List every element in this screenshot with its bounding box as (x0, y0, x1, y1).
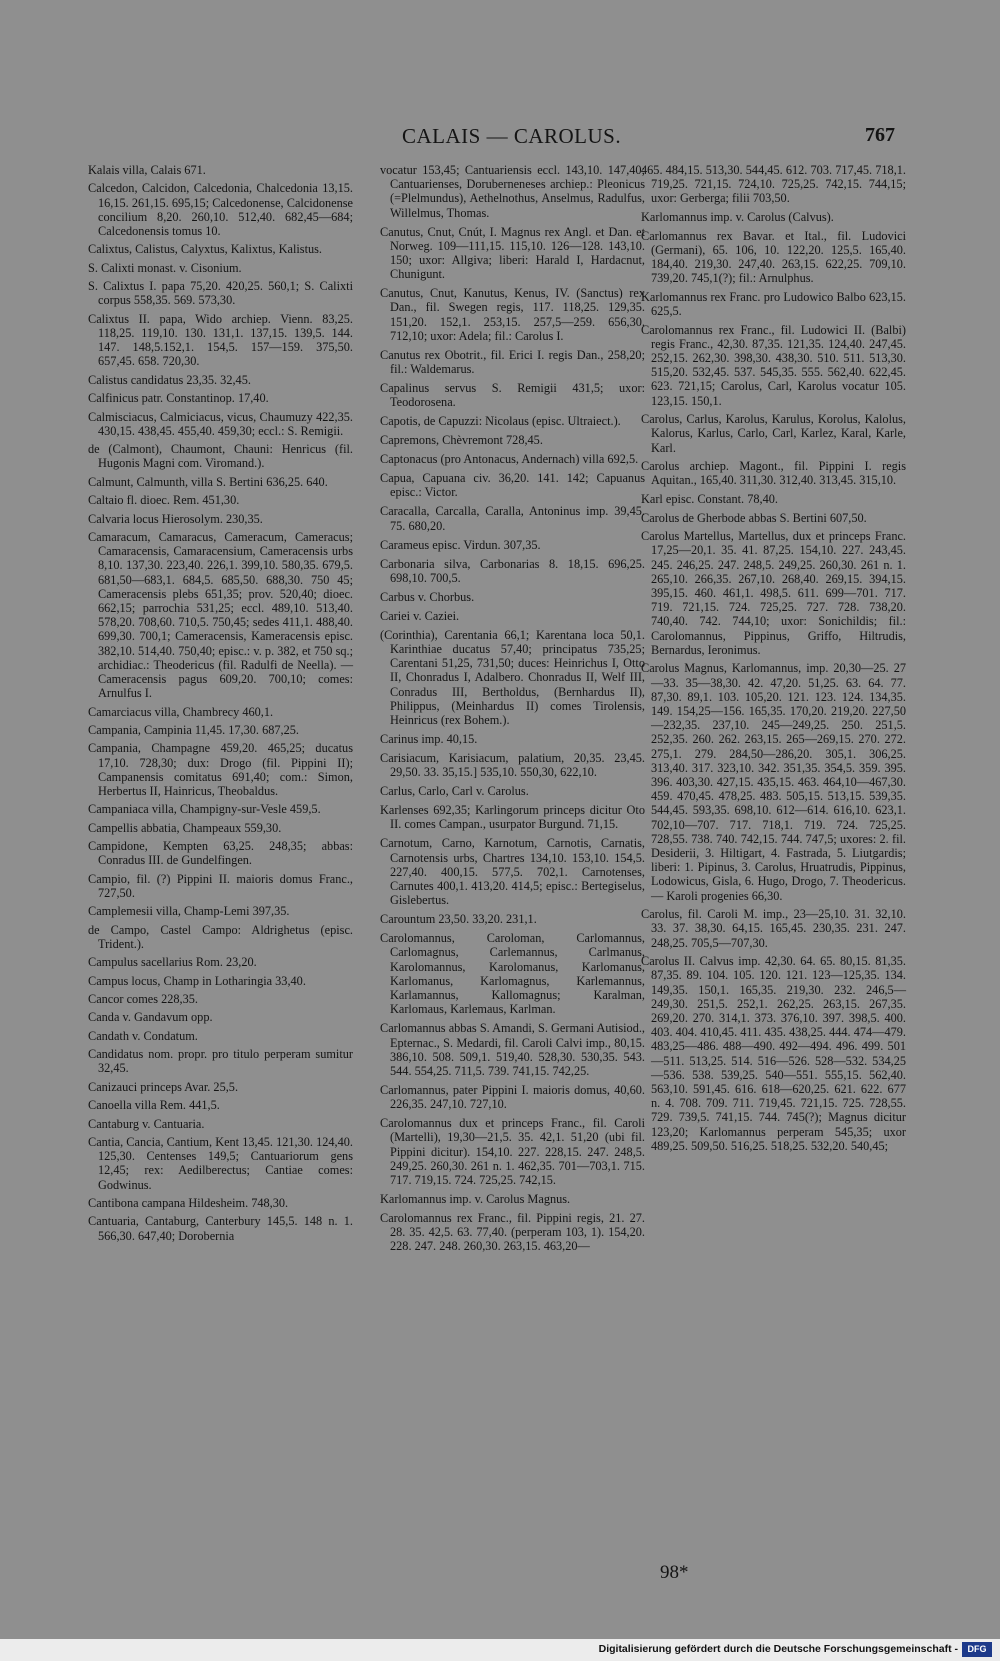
index-entry: Cantaburg v. Cantuaria. (88, 1116, 205, 1131)
index-entry: Calixtus, Calistus, Calyxtus, Kalixtus, Kalistus. (88, 242, 322, 257)
index-entry: Campellis abbatia, Champeaux 559,30. (88, 820, 282, 835)
page-number: 767 (865, 124, 895, 146)
index-entry: vocatur 153,45; Cantuariensis eccl. 143,10. 147,40; Cantuarienses, Doruberneneses archiep.: Pleonicus (=Plelmundus), Aethelnothus, Anselmus, Radulfus, Willelmus, Thomas. (380, 163, 645, 220)
index-column-2 (380, 163, 645, 1258)
index-entry: Canutus rex Obotrit., fil. Erici I. regis Dan., 258,20; fil.: Waldemarus. (380, 347, 645, 377)
index-entry: S. Calixtus I. papa 75,20. 420,25. 560,1; S. Calixti corpus 558,35. 569. 573,30. (88, 279, 353, 308)
index-entry: Carolomannus dux et princeps Franc., fil. Caroli (Martelli), 19,30—21,5. 35. 42,1. 51,20 (ubi fil. Pippini dicitur). 154,10. 227. 228,15. 247. 248,5. 249,25. 260,30. 261 n. 1. 462,35. 701—703,1. 715. 717. 719,15. 724. 725,25. 742,15. (380, 1116, 645, 1187)
index-entry: Canutus, Cnut, Kanutus, Kenus, IV. (Sanctus) rex Dan., fil. Swegen regis, 117. 118,25. 129,35. 151,20. 152,1. 253,15. 257,5—259. 656,30. 712,10; uxor: Adela; fil.: Carolus I. (380, 286, 645, 343)
index-entry: Campania, Champagne 459,20. 465,25; ducatus 17,10. 728,30; dux: Drogo (fil. Pippini II); Campanensis comitatus 691,40; com.: Simon, Herbertus II, Hainricus, Theobaldus. (88, 741, 353, 798)
footer-bar (0, 1639, 1000, 1661)
index-entry: Carolus Martellus, Martellus, dux et princeps Franc. 17,25—20,1. 35. 41. 87,25. 154,10. 227. 243,45. 245. 246,25. 247. 248,5. 249,25. 260,30. 261 n. 1. 265,10. 266,35. 267,10. 268,40. 269,15. 394,15. 395,15. 460. 461,1. 498,5. 611. 699—701. 717. 719. 721,15. 724. 725,25. 727. 728. 738,20. 740,40. 742. 744,10; uxor: Sonichildis; fil.: Carolomannus, Pippinus, Griffo, Hiltrudis, Bernardus, Ieronimus. (641, 529, 906, 657)
index-entry: (Corinthia), Carentania 66,1; Karentana loca 50,1. Karinthiae ducatus 57,40; principatus 735,25; Carentani 51,25, 731,50; duces: Heinrichus I, Otto II, Chonradus I, Adalbero. Chonradus II, Welf III, Conradus III, Bertholdus, (Bernhardus II), Philippus, (Meinhardus II) comes Tirolensis, Heinricus (rex Bohem.). (380, 627, 645, 728)
index-entry: Camarciacus villa, Chambrecy 460,1. (88, 704, 274, 719)
index-entry: Canizauci princeps Avar. 25,5. (88, 1079, 239, 1094)
index-entry: S. Calixti monast. v. Cisonium. (88, 260, 242, 275)
index-entry: Candidatus nom. propr. pro titulo perperam sumitur 32,45. (88, 1047, 353, 1076)
index-entry: Capremons, Chèvremont 728,45. (380, 433, 543, 448)
index-entry: Carolus, Carlus, Karolus, Karulus, Korolus, Kalolus, Kalorus, Karlus, Carlo, Carl, Karlez, Karal, Karle, Karl. (641, 412, 906, 455)
index-entry: Calmisciacus, Calmiciacus, vicus, Chaumuzy 422,35. 430,15. 438,45. 455,40. 459,30; eccl.: S. Remigii. (88, 409, 353, 438)
index-entry: Carolus de Gherbode abbas S. Bertini 607,50. (641, 510, 867, 525)
index-entry: Carinus imp. 40,15. (380, 732, 478, 747)
index-entry: de (Calmont), Chaumont, Chauni: Henricus (fil. Hugonis Magni com. Viromand.). (88, 442, 353, 471)
index-entry: Candath v. Condatum. (88, 1028, 198, 1043)
index-entry: Calmunt, Calmunth, villa S. Bertini 636,25. 640. (88, 474, 328, 489)
index-entry: Campulus sacellarius Rom. 23,20. (88, 955, 257, 970)
index-entry: Calvaria locus Hierosolym. 230,35. (88, 511, 263, 526)
index-entry: Karlomannus imp. v. Carolus Magnus. (380, 1191, 571, 1206)
index-entry: Capua, Capuana civ. 36,20. 141. 142; Capuanus episc.: Victor. (380, 471, 645, 500)
index-entry: Carnotum, Carno, Karnotum, Carnotis, Carnatis, Carnotensis urbs, Chartres 134,10. 153,10. 154,5. 227,40. 400,15. 577,5. 702,1. Carnotenses, Carnutes 400,1. 413,20. 414,5; episc.: Bertegiselus, Gislebertus. (380, 836, 645, 908)
index-entry: Carameus episc. Virdun. 307,35. (380, 537, 541, 552)
footer-credit: Digitalisierung gefördert durch die Deutsche Forschungsgemeinschaft - (598, 1643, 958, 1655)
index-entry: Carolomannus, Caroloman, Carlomannus, Carlomagnus, Carlemannus, Carlmanus, Karolomannus, Karolomanus, Karlomanus, Karlomanus, Karlomagnus, Karlemannus, Karlamannus, Kallomagnus; Karalman, Karlomaus, Karlemaus, Karlman. (380, 931, 645, 1017)
index-entry: Calixtus II. papa, Wido archiep. Vienn. 83,25. 118,25. 119,10. 130. 131,1. 137,15. 139,5. 144. 147. 148,5.152,1. 154,5. 157—159. 375,50. 657,45. 658. 720,30. (88, 311, 353, 369)
index-entry: Caltaio fl. dioec. Rem. 451,30. (88, 493, 240, 508)
index-entry: Cantuaria, Cantaburg, Canterbury 145,5. 148 n. 1. 566,30. 647,40; Dorobernia (88, 1214, 353, 1243)
index-entry: Carbonaria silva, Carbonarias 8. 18,15. 696,25. 698,10. 700,5. (380, 556, 645, 585)
index-entry: Canoella villa Rem. 441,5. (88, 1098, 220, 1113)
index-entry: Camplemesii villa, Champ-Lemi 397,35. (88, 904, 290, 919)
index-entry: Carolus Magnus, Karlomannus, imp. 20,30—25. 27—33. 35—38,30. 42. 47,20. 51,25. 63. 64. 77. 87,30. 89,1. 103. 105,20. 121. 123. 124. 134,35. 149. 154,25—156. 165,35. 170,20. 219,20. 227,50—232,35. 237,10. 245—249,25. 250. 251,5. 252,35. 260. 262. 263,15. 265—269,15. 270. 272. 275,1. 279. 284,50—286,20. 305,1. 306,25. 313,40. 317. 323,10. 342. 351,35. 354,5. 359. 395. 396. 403,30. 427,15. 435,15. 463. 464,10—467,30. 459. 470,45. 478,25. 483. 505,15. 513,15. 539,35. 544,45. 593,35. 698,10. 612—614. 616,10. 623,1. 702,10—707. 717. 718,1. 719. 724. 725,25. 728,55. 738. 740. 742,15. 744. 747,5; uxores: 2. fil. Desiderii, 3. Hiltigart, 4. Fastrada, 5. Liutgardis; liberi: 1. Pipinus, 3. Carolus, Hruatrudis, Pippinus, Lodowicus, Gisla, 6. Hugo, Drogo, 7. Theodericus. — Karoli progenies 66,30. (641, 661, 906, 903)
index-entry: Karl episc. Constant. 78,40. (641, 492, 778, 506)
index-entry: Carisiacum, Karisiacum, palatium, 20,35. 23,45. 29,50. 33. 35,15.] 535,10. 550,30, 622,10. (380, 751, 645, 780)
index-entry: Karlenses 692,35; Karlingorum princeps dicitur Oto II. comes Campan., usurpator Burgund. 71,15. (380, 803, 645, 832)
index-entry: Carolomannus rex Franc., fil. Ludowici II. (Balbi) regis Franc., 42,30. 87,35. 121,35. 124,40. 247,45. 252,15. 262,30. 398,30. 438,30. 510. 511. 513,30. 515,20. 532,45. 537. 545,35. 555. 562,40. 622,45. 623. 721,15; Carolus, Carl, Karolus vocatur 105. 123,15. 150,1. (641, 322, 906, 408)
index-entry: Carolomannus rex Franc., fil. Pippini regis, 21. 27. 28. 35. 42,5. 63. 77,40. (perperam 103, 1). 154,20. 228. 247. 248. 260,30. 263,15. 463,20— (380, 1210, 645, 1254)
index-entry: Capalinus servus S. Remigii 431,5; uxor: Teodorosena. (380, 381, 645, 410)
index-entry: Cantibona campana Hildesheim. 748,30. (88, 1195, 289, 1210)
index-entry: Canda v. Gandavum opp. (88, 1010, 213, 1025)
index-entry: Campidone, Kempten 63,25. 248,35; abbas: Conradus III. de Gundelfingen. (88, 839, 353, 868)
index-entry: Calcedon, Calcidon, Calcedonia, Chalcedonia 13,15. 16,15. 261,15. 695,15; Calcedonense, Calcidonense concilium 8,20. 260,10. 512,40. 682,45—684; Calcedonensis tomus 10. (88, 181, 353, 238)
index-entry: Caracalla, Carcalla, Caralla, Antoninus imp. 39,45. 75. 680,20. (380, 504, 645, 533)
index-entry: Calfinicus patr. Constantinop. 17,40. (88, 391, 269, 406)
index-entry: Canutus, Cnut, Cnút, I. Magnus rex Angl. et Dan. et Norweg. 109—111,15. 115,10. 126—128. 143,10. 150; uxor: Allgiva; liberi: Harald I, Hardacnut, Chunigunt. (380, 224, 645, 282)
signature-mark: 98* (660, 1562, 689, 1583)
index-entry: Carlomannus rex Bavar. et Ital., fil. Ludovici (Germani), 65. 106, 10. 122,20. 125,5. 165,40. 184,40. 219,30. 247,40. 263,15. 622,25. 709,10. 739,20. 745,1(?); fil.: Arnulphus. (641, 228, 906, 286)
index-entry: Capotis, de Capuzzi: Nicolaus (episc. Ultraiect.). (380, 414, 621, 429)
index-entry: Campania, Campinia 11,45. 17,30. 687,25. (88, 722, 299, 737)
index-entry: Karlomannus rex Franc. pro Ludowico Balbo 623,15. 625,5. (641, 289, 906, 318)
index-column-3 (641, 163, 906, 1157)
index-entry: Campio, fil. (?) Pippini II. maioris domus Franc., 727,50. (88, 871, 353, 900)
index-entry: Campaniaca villa, Champigny-sur-Vesle 459,5. (88, 802, 321, 817)
index-entry: Carbus v. Chorbus. (380, 589, 475, 604)
index-entry: Captonacus (pro Antonacus, Andernach) villa 692,5. (380, 452, 639, 467)
index-entry: Calistus candidatus 23,35. 32,45. (88, 372, 251, 387)
index-entry: Carolus, fil. Caroli M. imp., 23—25,10. 31. 32,10. 33. 37. 38,30. 64,15. 165,45. 230,35. 231. 247. 248,25. 705,5—707,30. (641, 907, 906, 950)
index-entry: Cariei v. Caziei. (380, 608, 460, 623)
index-entry: Carolus archiep. Magont., fil. Pippini I. regis Aquitan., 165,40. 311,30. 312,40. 313,45. 315,10. (641, 459, 906, 488)
index-entry: Campus locus, Champ in Lotharingia 33,40. (88, 973, 306, 988)
index-entry: Carlus, Carlo, Carl v. Carolus. (380, 784, 529, 799)
index-entry: Kalais villa, Calais 671. (88, 163, 206, 177)
index-entry: de Campo, Castel Campo: Aldrighetus (episc. Trident.). (88, 922, 353, 951)
index-entry: Carlomannus abbas S. Amandi, S. Germani Autisiod., Epternac., S. Medardi, fil. Caroli Calvi imp., 80,15. 386,10. 508. 509,1. 519,40. 528,30. 530,35. 543. 544. 554,25. 711,5. 739. 741,15. 742,25. (380, 1021, 645, 1078)
index-entry: Cancor comes 228,35. (88, 992, 198, 1007)
dfg-logo-icon[interactable]: DFG (962, 1642, 992, 1657)
index-entry: Carlomannus, pater Pippini I. maioris domus, 40,60. 226,35. 247,10. 727,10. (380, 1082, 645, 1112)
index-entry: Cantia, Cancia, Cantium, Kent 13,45. 121,30. 124,40. 125,30. Centenses 149,5; Cantuariorum gens 12,45; rex: Aedilberectus; Cantiae comes: Godwinus. (88, 1134, 353, 1192)
index-entry: Carountum 23,50. 33,20. 231,1. (380, 912, 537, 927)
index-entry: Camaracum, Camaracus, Cameracum, Cameracus; Camaracensis, Camaracensium, Cameracensis urbs 8,10. 137,30. 223,40. 226,1. 399,10. 580,35. 679,5. 681,50—683,1. 684,5. 685,50. 688,30. 750 45; Cameracensis plebs 651,35; prov. 520,40; dioec. 662,15; parrochia 531,25; eccl. 489,10. 513,40. 578,20. 708,60. 710,5. 750,45; sedes 411,1. 488,40. 699,30. 700,1; Cameracensis, Kameracensis episc. 382,10. 514,40. 750,40; episc.: v. p. 382, et 750 sq.; archidiac.: Theodericus (fil. Radulfi de Neella). — Cameracensis pagus 609,20. 700,10; comes: Arnulfus I. (88, 529, 353, 701)
running-head: CALAIS — CAROLUS. (402, 124, 622, 148)
index-entry: Karlomannus imp. v. Carolus (Calvus). (641, 210, 834, 224)
index-column-1 (88, 163, 353, 1247)
index-entry: 465. 484,15. 513,30. 544,45. 612. 703. 717,45. 718,1. 719,25. 721,15. 724,10. 725,25. 742,15. 744,15; uxor: Gerberga; filii 703,50. (641, 163, 906, 206)
index-entry: Carolus II. Calvus imp. 42,30. 64. 65. 80,15. 81,35. 87,35. 89. 104. 105. 120. 121. 123—125,35. 134. 149,35. 150,1. 165,35. 219,30. 232. 246,5—249,30. 251,5. 252,1. 262,25. 263,15. 267,35. 269,20. 270. 314,1. 373. 376,10. 397. 398,5. 400. 403. 404. 410,45. 411. 435. 438,25. 444. 474—479. 483,25—486. 488—490. 492—494. 496. 499. 501—511. 513,25. 514. 516—526. 528—532. 534,25—536. 538. 539,25. 540—551. 555,15. 562,40. 563,10. 591,45. 616. 618—620,25. 621. 622. 677 n. 4. 708. 709. 711. 719,45. 721,15. 725. 728,55. 729. 739,5. 741,15. 744. 745(?); Magnus dicitur 123,20; Karlomannus perperam 545,35; uxor 489,25. 509,50. 516,25. 518,25. 532,20. 540,45; (641, 954, 906, 1153)
